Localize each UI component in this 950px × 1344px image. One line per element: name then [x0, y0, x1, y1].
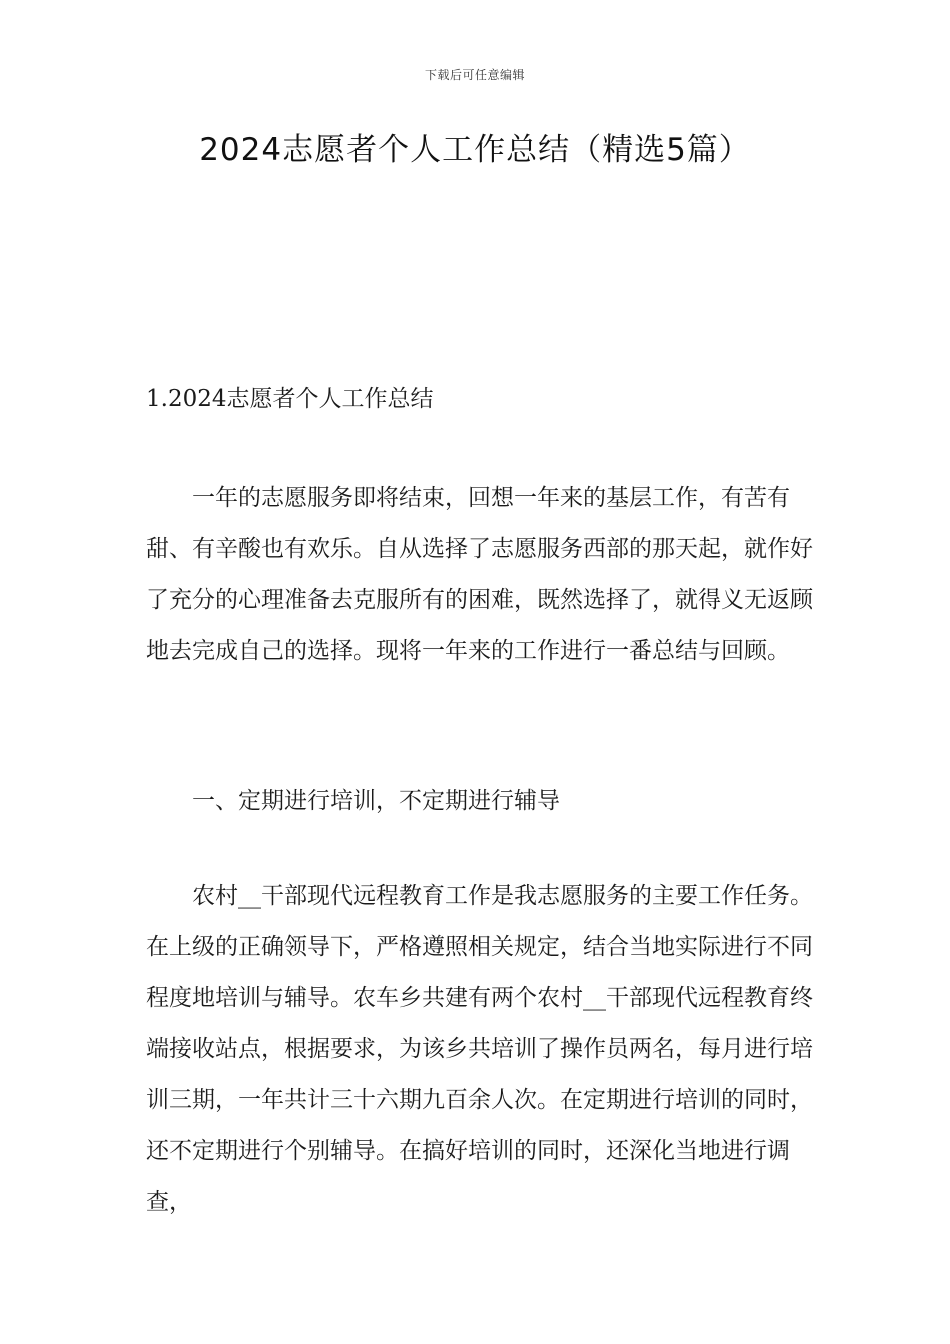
section-heading: 1.2024志愿者个人工作总结: [146, 386, 434, 412]
paragraph-training: 农村__干部现代远程教育工作是我志愿服务的主要工作任务。在上级的正确领导下，严格遵照相关规定，结合当地实际进行不同程度地培训与辅导。农车乡共建有两个农村__干部现代远程教育终端接收站点，根据要求，为该乡共培训了操作员两名，每月进行培训三期，一年共计三十六期九百余人次。在定期进行培训的同时，还不定期进行个别辅导。在搞好培训的同时，还深化当地进行调查，: [146, 883, 813, 1215]
header-note: 下载后可任意编辑: [424, 68, 525, 82]
sub-heading-training: 一、定期进行培训，不定期进行辅导: [192, 788, 560, 814]
paragraph-intro: 一年的志愿服务即将结束，回想一年来的基层工作，有苦有甜、有辛酸也有欢乐。自从选择了志愿服务西部的那天起，就作好了充分的心理准备去克服所有的困难，既然选择了，就得义无返顾地去完成自己的选择。现将一年来的工作进行一番总结与回顾。: [146, 485, 813, 664]
document-title: 2024志愿者个人工作总结（精选5篇）: [199, 132, 751, 168]
